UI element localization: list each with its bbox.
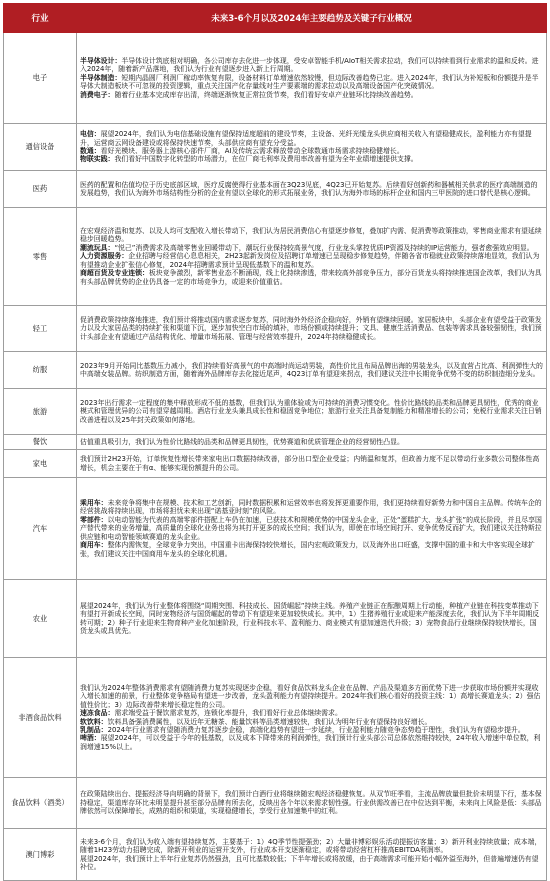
outlook-cell <box>77 352 547 389</box>
header-industry: 行业 <box>4 4 77 33</box>
outlook-text: 以电动智能为代表的高端零部件搭配上车仍在加速，已获技术和规模优势的中国龙头企业，正处“蛋糕扩大、龙头扩张”的成长阶段，并且尽享国产替代带来的业务增量，高质量的全球化业务也将为其打开更多的成长空间；我们认为，即使在市场空间打开、竞争优势反而扩大，我们建议关注特斯拉供应链和电动智能领域赛道的龙头企业。 <box>80 515 542 541</box>
outlook-text: 估值重具吸引力，我们认为性价比路线的品类和品牌更具韧性，优势赛道和优质管理企业的经营韧性凸显。 <box>80 437 404 446</box>
outlook-cell <box>77 171 547 208</box>
outlook-text: 展望2024年，我们预计上半年行业复苏仍然强劲，且可比基数较低；下半年增长或将放缓，由于高端需求可能开始小幅外溢至海外，但普遍增速仍有望补位。 <box>80 854 539 871</box>
outlook-text: 2023年出行需求一定程度的集中释放形成不低的基数，但我们认为重体验或为可持续的消费习惯变化。性价比路线的品类和品牌更具韧性，优秀的商业模式和管理优异的公司有望穿越周期。酒店行业龙头兼具成长性和稳固竞争地位；旅游行业关注具备复制能力和精准增长的公司；免税行业需求关注日销改善进程以及25年封关政策如何落地。 <box>80 398 542 424</box>
header-row <box>4 4 547 33</box>
outlook-cell <box>77 450 547 478</box>
outlook-cell <box>77 208 547 306</box>
outlook-cell <box>77 778 547 829</box>
outlook-paragraph <box>80 438 543 446</box>
table-row <box>4 435 547 450</box>
table-row <box>4 33 547 124</box>
sub-sector-label: 乘用车： <box>80 499 108 508</box>
outlook-text: 在政策陆续出台、提振经济导向明确的背景下，我们预计白酒行业将继续随宏观经济稳健恢复。从双节旺季看，主流品牌放量但批价未明显下行，基本保持稳定，渠道库存环比未明显提升甚至部分品牌有所去化，反映出各个年以来需求韧性强。行业供需改善已在中位达到平衡，未来向上风险是低：头部品牌依然可以保障增长，成熟的组织和渠道，实现稳健增长，享受行业加速集中的红利。 <box>80 790 542 816</box>
outlook-paragraph <box>80 734 543 751</box>
table-row <box>4 306 547 352</box>
table-row <box>4 352 547 389</box>
outlook-cell <box>77 33 547 124</box>
outlook-text: 需求端受益于餐饮需求复苏，连锁化率提升，我们看好行业总体继续需求。 <box>114 709 342 718</box>
outlook-text: 我们预计2H23开始，订单恢复性增长带来家电出口数据持续改善，部分出口型企业受益；内销温和复苏，但政善力度不足以带动行业多数公司整体性高增长，机会主要在于有α、能够实现份额提升的公司。 <box>80 455 540 472</box>
outlook-text: 饮料具备强消费属性，以及近年无糖茶、能量饮料等品类增速较快，我们认为明年行业有望保持良好增长。 <box>107 717 432 726</box>
table-row <box>4 171 547 208</box>
outlook-paragraph <box>80 541 543 558</box>
outlook-paragraph <box>80 91 543 99</box>
table-row <box>4 658 547 778</box>
outlook-paragraph <box>80 455 543 472</box>
outlook-paragraph <box>80 155 543 163</box>
industry-cell: 餐饮 <box>4 435 77 450</box>
table-row <box>4 580 547 658</box>
outlook-text: 未来3-6个月，我们认为收入端有望持续复苏，主要基于：1）4Q季节性提强劲；2）大量非博彩娱乐活动提振访客量；3）新开利业持续放量；成本端，随着1H23劳动力招聘完成，除新开利业的运营开支外，行业成本开支逐渐稳定，或将带动经营杠杆推高EBITDA利润率。 <box>80 837 542 855</box>
sub-sector-label: 软饮料： <box>80 717 108 726</box>
industry-cell: 家电 <box>4 450 77 478</box>
outlook-text: 看好光模块、服务器上游核心部件厂商，AI及传统云需求释放带动全球数通市场需求持续稳健增长。 <box>100 147 404 155</box>
table-row <box>4 389 547 435</box>
table-row <box>4 450 547 478</box>
sub-sector-label: 消费电子： <box>80 90 115 99</box>
outlook-table <box>3 3 547 881</box>
industry-cell: 食品饮料（酒类） <box>4 778 77 829</box>
outlook-cell <box>77 389 547 435</box>
industry-cell: 通信设备 <box>4 124 77 171</box>
outlook-paragraph <box>80 269 543 286</box>
outlook-paragraph <box>80 316 543 341</box>
table-row <box>4 829 547 881</box>
sub-sector-label: 电信： <box>80 130 101 139</box>
industry-cell: 医药 <box>4 171 77 208</box>
outlook-text: 企业招聘与经营信心息息相关，2H23起新发岗位及招聘订单增速已呈现稳步修复趋势，伴随各省市稳就业政策持续落地显效，我们认为有望推动企业扩张信心修复，2024年招聘需求预计呈现低基数下的温和复苏。 <box>80 252 540 269</box>
outlook-cell <box>77 306 547 352</box>
outlook-text: 随着行业基本完成库存出清，终端逐渐恢复正常拉货节奏，我们看好安卓产业链环比持续改善趋势。 <box>114 90 418 99</box>
sub-sector-label: 物联实践： <box>80 155 115 164</box>
outlook-cell <box>77 829 547 881</box>
outlook-text: 医药的配置和估值均位于历史底部区域，医疗反腐使得行业基本面在3Q23见底，4Q23已开始复苏。后续看好创新药和器械相关供求的医疗高端制造的发展趋势，我们认为海外市场结构性分析的企业有望以全球化的形式拓展业务，我们认为海外市场的标杆企业和国内三甲医院的进口替代是核心逻辑。 <box>80 180 538 197</box>
sub-sector-label: 半导体设计： <box>80 56 122 65</box>
outlook-paragraph <box>80 362 543 379</box>
outlook-cell <box>77 435 547 450</box>
table-row <box>4 478 547 580</box>
outlook-text: 促消费政策持续落地推进，我们预计将推动国内需求逐步复苏，同时海外外经济企稳向好，外销有望继续回暖。家居板块中，头部企业有望受益于政策发力以及大家居品类的持续扩张和渠道下沉，逐步加快空白市场的填补，市场份额或持续提升；文具、健康生活消费品、包装等需求具备较强韧性，我们预计头部企业有望通过产品结构优化、增量市场拓展、管理与经营效率提升，2024年持续稳健成长。 <box>80 315 542 341</box>
table-row <box>4 208 547 306</box>
outlook-cell <box>77 478 547 580</box>
outlook-text: 未来竞争将集中在规模、技术和工艺创新，同时数据积累和运营效率也将发挥更重要作用，我们更持续看好新势力和中国自主品牌。传统车企的经营挑战将持续出现，市场将担忧未来出现“诺基亚时刻”的风险。 <box>80 499 542 516</box>
outlook-paragraph <box>80 181 543 198</box>
outlook-paragraph <box>80 516 543 541</box>
industry-cell: 零售 <box>4 208 77 306</box>
sub-sector-label: 数通： <box>80 147 101 155</box>
outlook-text: 展望2024年，我们认为行业整体将围绕“周期突围、科技成长、国货崛起”持续主线。养殖产业链正在酝酿周期上行动能，种植产业链在科技变革推动下有望打开新成长空间，同时宠物经济与国货崛起的带动下有望迎来更加较快成长。其中，1）生猪养殖行业或迎来产能深度去化，我们认为下半年周期反转可期；2）种子行业迎来生物育种产业化加速阶段，行业科技水平、盈利能力、商业模式有望加速迭代升级；3）宠物食品行业继续保持较快增长，国货龙头或具优先。 <box>80 601 540 635</box>
outlook-paragraph <box>80 499 543 516</box>
industry-cell: 农业 <box>4 580 77 658</box>
sub-sector-label: 乳制品： <box>80 725 108 734</box>
outlook-paragraph <box>80 227 543 244</box>
outlook-text: 我们看好中国数字化转型的市场潜力，在位厂商毛利率及费用率改善有望为全年业绩增速提供支撑。 <box>114 155 418 164</box>
outlook-text: 整体内需恢复，全球竞争力突出，中国重卡出海保持较快增长，国内宏观政策发力，以及海外出口旺盛，支撑中国的重卡和大中客实现全球扩张，我们建议关注中国商用车龙头的全球化机遇。 <box>80 541 535 558</box>
sub-sector-label: 啤酒： <box>80 734 101 743</box>
sub-sector-label: 商超百货及专业连锁： <box>80 269 149 278</box>
outlook-cell <box>77 124 547 171</box>
outlook-text: 短期内晶圆厂利润厂稼动率恢复有限，设备材料订单增速依然较慢，但边际改善趋势已定。进入2024年，我们认为补短板和份额提升是半导体大制造板块不可忽视的投资逻辑，重点关注国产化存量线对生产要素端的需求拉动以及高端设备国产化突破情况。 <box>80 73 539 91</box>
outlook-text: 我们认为2024年整体消费需求有望随消费力复苏实现逐步企稳，看好食品饮料龙头企业在品牌、产品及渠道多方面优势下进一步获取市场份额并实现收入增长加速的前景，行业整体竞争格局有望进一步改善，龙头盈利能力有望持续提升。2024年我们核心看好的投资主线：1）高增长赛道龙头；2）强估值性价比；3）边际改善带来增长稳定性的公司。 <box>80 683 541 709</box>
table-row <box>4 778 547 829</box>
outlook-paragraph <box>80 252 543 269</box>
industry-cell: 旅游 <box>4 389 77 435</box>
outlook-paragraph <box>80 130 543 147</box>
industry-cell: 纺服 <box>4 352 77 389</box>
table-body <box>4 33 547 881</box>
sub-sector-label: 商用车： <box>80 541 108 550</box>
outlook-text: 展望2024年，可以受益于今年的低基数，以及成本下降带来的利润弹性，我们预计行业头部公司总体依然维持较快，24年收入增速中单位数，利润增速15%以上。 <box>80 734 541 751</box>
sub-sector-label: 半导体制造： <box>80 73 122 82</box>
outlook-paragraph <box>80 684 543 709</box>
outlook-text: 2024年行业需求有望随消费力复苏逐步企稳，高端化趋势有望进一步延续，行业盈利能力随竞争态势趋于理性，我们认为有望稳步提升。 <box>107 725 525 734</box>
outlook-paragraph <box>80 602 543 636</box>
outlook-text: 板块竞争激烈，新零售业态不断涌现，线上化持续渗透，带来较高外部竞争压力，部分百货龙头将持续推进国企改革，我们认为具有头部品牌优势的企业仍具备一定的市场竞争力，或迎来价值重估。 <box>80 269 542 286</box>
table-row <box>4 124 547 171</box>
sub-sector-label: 零部件： <box>80 515 108 524</box>
outlook-text: 展望2024年，我们认为电信基础设施有望保持适度超前的建设节奏，主设备、光纤光缆龙头供应商相关收入有望稳健成长，盈利能力亦有望提升，运营商云网设备建设或将保持快速节奏，头部供应商有望充分受益。 <box>80 130 532 147</box>
outlook-paragraph <box>80 718 543 726</box>
industry-cell: 非酒食品饮料 <box>4 658 77 778</box>
header-outlook: 未来3-6个月以及2024年主要趋势及关键子行业概况 <box>77 4 547 33</box>
outlook-text: 在宏观经济温和复苏、以及人均可支配收入增长带动下，我们认为居民消费信心有望逐步修复，叠加扩内需、促消费等政策推动，零售商业需求有望延续稳步回暖趋势。 <box>80 227 542 244</box>
industry-cell: 电子 <box>4 33 77 124</box>
outlook-paragraph <box>80 790 543 815</box>
industry-cell: 轻工 <box>4 306 77 352</box>
sub-sector-label: 人力资源服务： <box>80 252 129 261</box>
outlook-paragraph <box>80 57 543 74</box>
industry-cell: 汽车 <box>4 478 77 580</box>
outlook-paragraph <box>80 855 543 872</box>
outlook-cell <box>77 580 547 658</box>
sub-sector-label: 潮流玩具： <box>80 243 115 252</box>
outlook-text: 2023年9月开始同比基数压力减小，我们持续看好高景气的中高端时尚运动男装，高性价比且布局品牌出海的男装龙头，以及直营占比高、利润弹性大的中高端女装品牌。纺织制造方面，随着海外品牌库存去化接近尾声，4Q23订单有望迎来拐点，我们建议关注中长期竞争优势不变的纺织制造细分龙头。 <box>80 361 543 378</box>
industry-cell: 澳门博彩 <box>4 829 77 881</box>
outlook-paragraph <box>80 74 543 91</box>
outlook-paragraph <box>80 838 543 855</box>
outlook-cell <box>77 658 547 778</box>
sub-sector-label: 速冻食品： <box>80 709 115 718</box>
outlook-paragraph <box>80 709 543 717</box>
outlook-text: “悦己”消费需求及高端零售业回暖带动下，潮玩行业保持较高景气度，行业龙头掌控优质IP资源及持续的IP运营能力，强者愈强效应明显。 <box>114 243 534 252</box>
outlook-text: 半导体设计筑底相对明确，各公司库存去化进一步体现，受安卓智能手机/AIoT相关需求拉动，我们可以持续看到行业需求的温和反转。进入2024年，随着新产品落地，我们认为行业有望逐步进入新上行周期。 <box>80 56 539 74</box>
outlook-paragraph <box>80 399 543 424</box>
